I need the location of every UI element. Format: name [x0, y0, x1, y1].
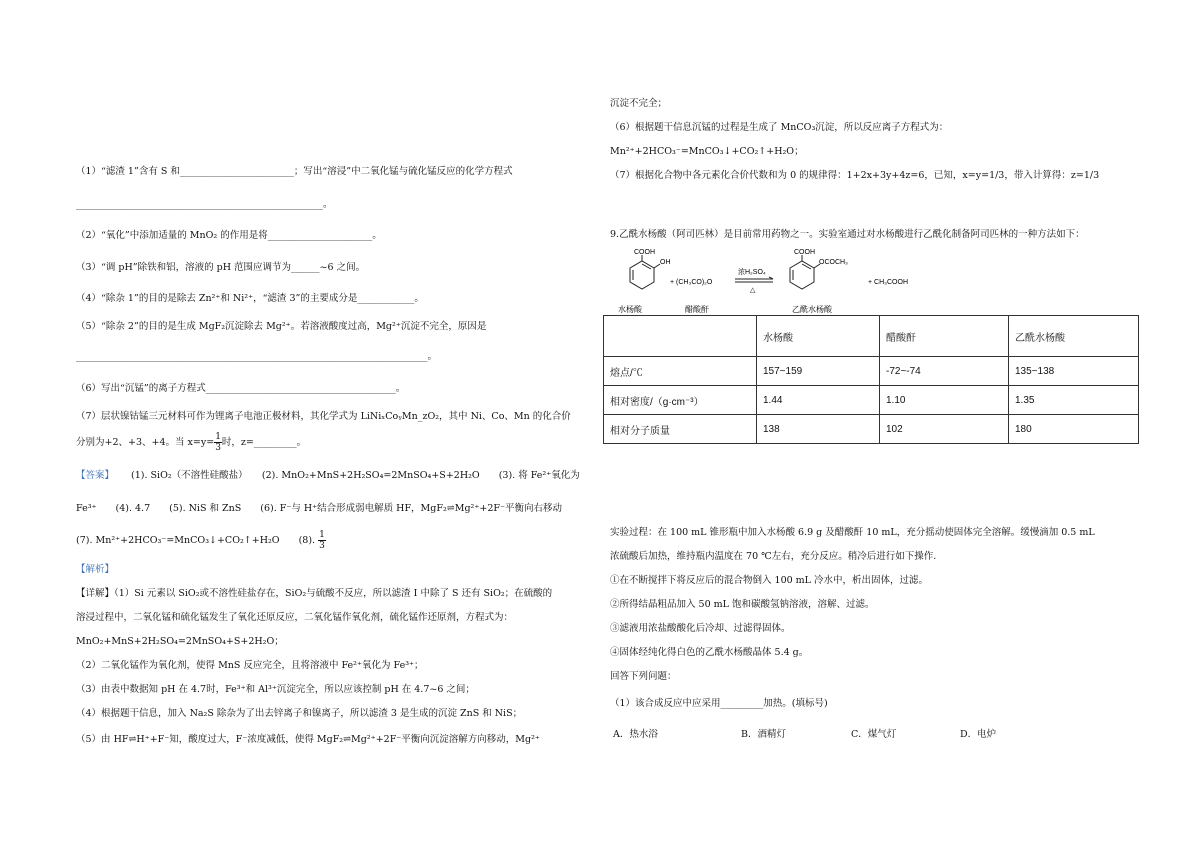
question-5-line-1: （5）“除杂 2”的目的是生成 MgF₂沉淀除去 Mg²⁺。若溶液酸度过高，Mg²⁺沉淀不完全，原因是: [76, 321, 487, 332]
detail-line-5: （3）由表中数据知 pH 在 4.7时，Fe³⁺和 Al³⁺沉淀完全，所以应该控制 pH 在 4.7~6 之间；: [76, 684, 475, 695]
table-cell: 138: [757, 415, 880, 444]
fraction-numerator: 1: [215, 432, 221, 442]
reagent-anhydride: + (CH₃CO)₂O: [670, 279, 713, 286]
step-3: ③滤液用浓盐酸酸化后冷却、过滤得固体。: [610, 623, 791, 634]
table-cell: 相对密度/（g·cm⁻³）: [604, 386, 757, 415]
reaction-scheme: [610, 246, 940, 316]
benzene-ring-icon: [790, 255, 820, 289]
question-7-suffix: 时，z=_________。: [221, 437, 307, 448]
right-line-1: 沉淀不完全；: [610, 98, 668, 109]
question-3: （3）“调 pH”除铁和铝，溶液的 pH 范围应调节为______~6 之间。: [76, 262, 366, 273]
step-2: ②所得结晶粗品加入 50 mL 饱和碳酸氢钠溶液，溶解、过滤。: [610, 599, 875, 610]
question-6: （6）写出“沉锰”的离子方程式________________________________________。: [76, 383, 406, 394]
question-2: （2）“氧化”中添加适量的 MnO₂ 的作用是将______________________。: [76, 230, 382, 241]
step-1: ①在不断搅拌下将反应后的混合物倒入 100 mL 冷水中，析出固体，过滤。: [610, 575, 929, 586]
answer-line-1: [76, 469, 580, 483]
ococh3-label: OCOCH₃: [819, 259, 848, 266]
table-cell: 180: [1009, 415, 1139, 444]
table-row: [604, 357, 1139, 386]
table-row: [604, 415, 1139, 444]
cooh-label-1: COOH: [634, 249, 655, 256]
right-line-4: （7）根据化合物中各元素化合价代数和为 0 的规律得：1+2x+3y+4z=6，已知，x=y=1/3，带入计算得：z=1/3: [610, 170, 1100, 181]
benzene-ring-icon: [630, 255, 660, 289]
table-cell: 135~138: [1009, 357, 1139, 386]
detail-line-3: MnO₂+MnS+2H₂SO₄=2MnSO₄+S+2H₂O；: [76, 636, 284, 647]
procedure-line-1: 实验过程：在 100 mL 锥形瓶中加入水杨酸 6.9 g 及醋酸酐 10 mL，充分摇动使固体完全溶解。缓慢滴加 0.5 mL: [610, 527, 1095, 538]
procedure-line-2: 浓硫酸后加热，维持瓶内温度在 70 ℃左右，充分反应。稍冷后进行如下操作.: [610, 551, 937, 562]
table-cell: 相对分子质量: [604, 415, 757, 444]
option-c: C．煤气灯: [851, 729, 897, 740]
answer-fraction-numerator: 1: [319, 530, 325, 540]
table-cell: -72~-74: [880, 357, 1009, 386]
detail-line-1: 【详解】（1）Si 元素以 SiO₂或不溶性硅盐存在，SiO₂与硫酸不反应，所以滤渣 I 中除了 S 还有 SiO₂；在硫酸的: [76, 588, 553, 599]
question-9-stem: 9.乙酰水杨酸（阿司匹林）是目前常用药物之一。实验室通过对水杨酸进行乙酰化制备阿司匹林的一种方法如下：: [610, 229, 1085, 240]
cooh-label-2: COOH: [794, 249, 815, 256]
table-header-cell: [604, 316, 757, 357]
right-line-3: Mn²⁺+2HCO₃⁻=MnCO₃↓+CO₂↑+H₂O；: [610, 146, 804, 157]
option-a: A．热水浴: [613, 729, 658, 740]
label-acetic-anhydride: 醋酸酐: [685, 305, 709, 314]
table-cell: 熔点/℃: [604, 357, 757, 386]
detail-line-6: （4）根据题干信息，加入 Na₂S 除杂为了出去锌离子和镍离子，所以滤渣 3 是生成的沉淀 ZnS 和 NiS；: [76, 708, 523, 719]
answer-tag: 【答案】: [76, 470, 115, 481]
table-cell: 157~159: [757, 357, 880, 386]
table-cell: 1.10: [880, 386, 1009, 415]
question-5-line-2: __________________________________________________________________________。: [76, 351, 438, 362]
table-header-cell: 水杨酸: [757, 316, 880, 357]
right-line-2: （6）根据题干信息沉锰的过程是生成了 MnCO₃沉淀，所以反应离子方程式为：: [610, 122, 949, 133]
equilibrium-arrow-icon: [735, 277, 773, 282]
table-cell: 1.35: [1009, 386, 1139, 415]
answer-fraction: [318, 530, 326, 551]
label-aspirin: 乙酰水杨酸: [792, 305, 832, 314]
detail-line-7: （5）由 HF⇌H⁺+F⁻知，酸度过大，F⁻浓度减低，使得 MgF₂⇌Mg²⁺+2F⁻平衡向沉淀溶解方向移动，Mg²⁺: [76, 734, 540, 745]
answer-text-1: (1). SiO₂（不溶性硅酸盐） (2). MnO₂+MnS+2H₂SO₄=2MnSO₄+S+2H₂O (3). 将 Fe²⁺氧化为: [131, 470, 580, 481]
question-1-line-1: （1）“滤渣 1”含有 S 和________________________；写出“溶浸”中二氧化锰与硫化锰反应的化学方程式: [76, 166, 513, 177]
question-7-prefix: 分别为+2、+3、+4。当 x=y=: [76, 437, 215, 448]
table-header-cell: 乙酰水杨酸: [1009, 316, 1139, 357]
option-b: B．酒精灯: [741, 729, 786, 740]
detail-line-2: 溶浸过程中，二氧化锰和硫化锰发生了氧化还原反应，二氧化锰作氧化剂，硫化锰作还原剂，方程式为：: [76, 612, 514, 623]
detail-line-4: （2）二氧化锰作为氧化剂，使得 MnS 反应完全，且将溶液中 Fe²⁺氧化为 Fe³⁺；: [76, 660, 424, 671]
question-1-line-2: ____________________________________________________。: [76, 199, 333, 210]
table-row: [604, 386, 1139, 415]
table-cell: 102: [880, 415, 1009, 444]
table-header-row: [604, 316, 1139, 357]
properties-table: [603, 315, 1139, 444]
fraction-denominator: 3: [215, 443, 221, 453]
table-header-cell: 醋酸酐: [880, 316, 1009, 357]
acetic-acid-label: + CH₃COOH: [868, 279, 908, 286]
answer-text-3: (7). Mn²⁺+2HCO₃⁻=MnCO₃↓+CO₂↑+H₂O (8).: [76, 535, 316, 546]
step-4: ④固体经纯化得白色的乙酰水杨酸晶体 5.4 g。: [610, 647, 809, 658]
question-9-1: （1）该合成反应中应采用_________加热。(填标号): [610, 698, 828, 709]
label-salicylic-acid: 水杨酸: [618, 305, 642, 314]
condition-heat: △: [750, 287, 756, 294]
question-4: （4）“除杂 1”的目的是除去 Zn²⁺和 Ni²⁺，“滤渣 3”的主要成分是____________。: [76, 293, 424, 304]
question-7-line-1: （7）层状镍钴锰三元材料可作为锂离子电池正极材料，其化学式为 LiNiₓCoᵧMn_zO₂，其中 Ni、Co、Mn 的化合价: [76, 411, 571, 422]
option-d: D．电炉: [960, 729, 997, 740]
fraction-one-third: [214, 432, 222, 453]
answer-prompt: 回答下列问题：: [610, 671, 677, 682]
condition-acid: 浓H₂SO₄: [738, 269, 766, 276]
oh-label: OH: [660, 259, 671, 266]
question-7-line-2: [76, 432, 306, 454]
answer-line-3: [76, 530, 326, 552]
answer-fraction-denominator: 3: [319, 541, 325, 551]
table-cell: 1.44: [757, 386, 880, 415]
answer-line-2: Fe³⁺ (4). 4.7 (5). NiS 和 ZnS (6). F⁻与 H⁺结合形成弱电解质 HF，MgF₂⇌Mg²⁺+2F⁻平衡向右移动: [76, 503, 562, 514]
analysis-tag: 【解析】: [76, 564, 115, 575]
